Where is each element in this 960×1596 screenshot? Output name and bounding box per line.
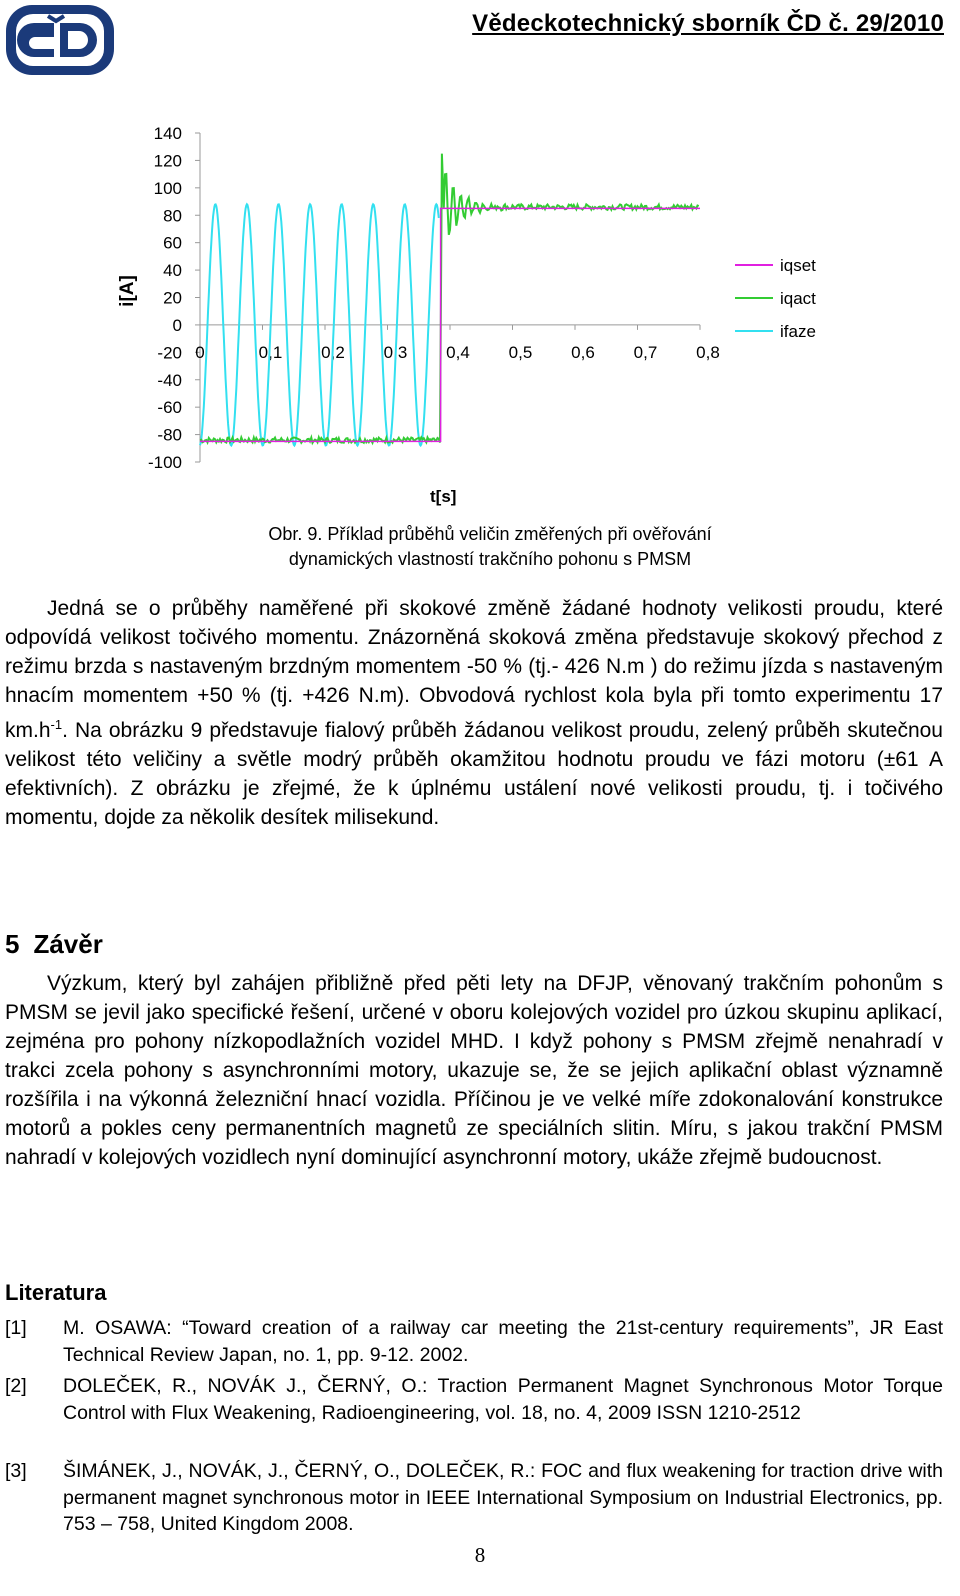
- y-tick-label: -100: [147, 453, 182, 472]
- page-number: 8: [474, 1543, 486, 1567]
- y-tick-label: 120: [153, 151, 182, 171]
- current-chart: [100, 115, 860, 515]
- x-tick-label: 0,2: [321, 342, 345, 362]
- x-tick-label: 0,8: [696, 342, 720, 362]
- y-tick-label: 60: [163, 233, 182, 253]
- y-tick-label: 20: [163, 288, 182, 308]
- y-tick-label: -20: [157, 343, 182, 363]
- x-tick-label: 0,7: [633, 342, 658, 362]
- reference-text: ŠIMÁNEK, J., NOVÁK, J., ČERNÝ, O., DOLEČEK, R.: FOC and flux weakening for traction drive with permanent magnet synchronous motor in IEEE International Symposium on Industrial Electronics, pp. 753 – 758, United Kingdom 2008.: [63, 1460, 943, 1535]
- y-axis-label: i[A]: [117, 275, 138, 307]
- y-tick-label: -80: [157, 425, 182, 445]
- reference-number: [3]: [5, 1460, 27, 1482]
- paragraph-text-continued: . Na obrázku 9 představuje fialový průběh žádanou velikost proudu, zelený průběh skutečnou velikost této veličiny a světle modrý průběh okamžitou hodnotu proudu ve fázi motoru (±61 A efektivních). Z obrázku je zřejmé, že k úplnému ustálení nové velikosti proudu, tj. i točivého momentu, dojde za několik desítek milisekund.: [5, 719, 943, 829]
- figure-caption: [210, 522, 770, 572]
- section-heading: [5, 929, 103, 960]
- y-tick-label: -60: [157, 398, 182, 418]
- x-tick-label: 0,6: [571, 342, 595, 362]
- conclusion-text: Výzkum, který byl zahájen přibližně před pěti lety na DFJP, věnovaný trakčním pohonům s PMSM se jevil jako specifické řešení, určené v oboru kolejových vozidel pro úzkou skupinu aplikací, zejména pro pohony nízkopodlažních vozidel MHD. I když pohony s PMSM zřejmě nenahradí v trakci zcela pohony s asynchronními motory, ukazuje se, že se jejich aplikační oblast významně rozšířila i na výkonná železniční hnací vozidla. Příčinou je ve velké míře zdokonalování konstrukce motorů a pokles ceny permanentních magnetů ze speciálních slitin. Míru, s jakou trakční PMSM nahradí v kolejových vozidlech nyní dominující asynchronní motory, ukáže zřejmě budoucnost.: [5, 972, 943, 1169]
- reference-item: [5, 1458, 943, 1538]
- caption-line-1: Obr. 9. Příklad průběhů veličin změřených při ověřování: [268, 524, 712, 544]
- reference-item: [5, 1315, 943, 1368]
- legend-label-iqact: iqact: [780, 289, 816, 308]
- x-tick-label: 0,4: [446, 342, 470, 362]
- body-paragraph: [5, 594, 943, 832]
- literature-heading: Literatura: [5, 1280, 107, 1305]
- y-tick-label: 40: [163, 261, 182, 281]
- section-title: Závěr: [33, 929, 103, 959]
- reference-item: [5, 1373, 943, 1426]
- paragraph-text: Jedná se o průběhy naměřené při skokové změně žádané hodnoty velikosti proudu, které odpovídá velikost točivého momentu. Znázorněná skoková změna představuje skokový přechod z režimu brzda s nastaveným brzdným momentem -50 % (tj.- 426 N.m ) do režimu jízda s nastaveným hnacím momentem +50 % (tj. +426 N.m). Obvodová rychlost kola byla při tomto experimentu 17 km.h: [5, 597, 943, 742]
- caption-line-2: dynamických vlastností trakčního pohonu s PMSM: [288, 549, 692, 569]
- reference-text: DOLEČEK, R., NOVÁK J., ČERNÝ, O.: Traction Permanent Magnet Synchronous Motor Torque Control with Flux Weakening, Radioengineering, vol. 18, no. 4, 2009 ISSN 1210-2512: [63, 1375, 943, 1424]
- y-tick-label: 140: [153, 124, 182, 143]
- x-axis-label: t[s]: [430, 487, 457, 506]
- x-tick-label: 0,5: [508, 342, 533, 362]
- conclusion-paragraph: [5, 969, 943, 1172]
- series-iqact-line: [200, 154, 699, 443]
- x-tick-label: 0,3: [383, 342, 408, 362]
- superscript: -1: [50, 717, 63, 732]
- x-tick-label: 0,1: [258, 342, 283, 362]
- x-tick-label: 0: [195, 342, 205, 362]
- journal-title: Vědeckotechnický sborník ČD č. 29/2010: [472, 10, 944, 37]
- reference-number: [2]: [5, 1375, 27, 1397]
- legend-label-iqset: iqset: [780, 256, 816, 275]
- y-tick-label: 100: [153, 178, 182, 198]
- legend-label-ifaze: ifaze: [780, 322, 816, 341]
- y-tick-label: 0: [172, 315, 182, 335]
- reference-text: M. OSAWA: “Toward creation of a railway car meeting the 21st-century requirements”, JR East Technical Review Japan, no. 1, pp. 9-12. 2002.: [63, 1317, 943, 1366]
- reference-number: [1]: [5, 1317, 27, 1339]
- y-tick-label: 80: [163, 206, 182, 226]
- y-tick-label: -40: [157, 370, 182, 390]
- chart-plot: [100, 115, 860, 515]
- cd-logo-icon: [4, 3, 116, 77]
- section-number: 5: [5, 929, 20, 959]
